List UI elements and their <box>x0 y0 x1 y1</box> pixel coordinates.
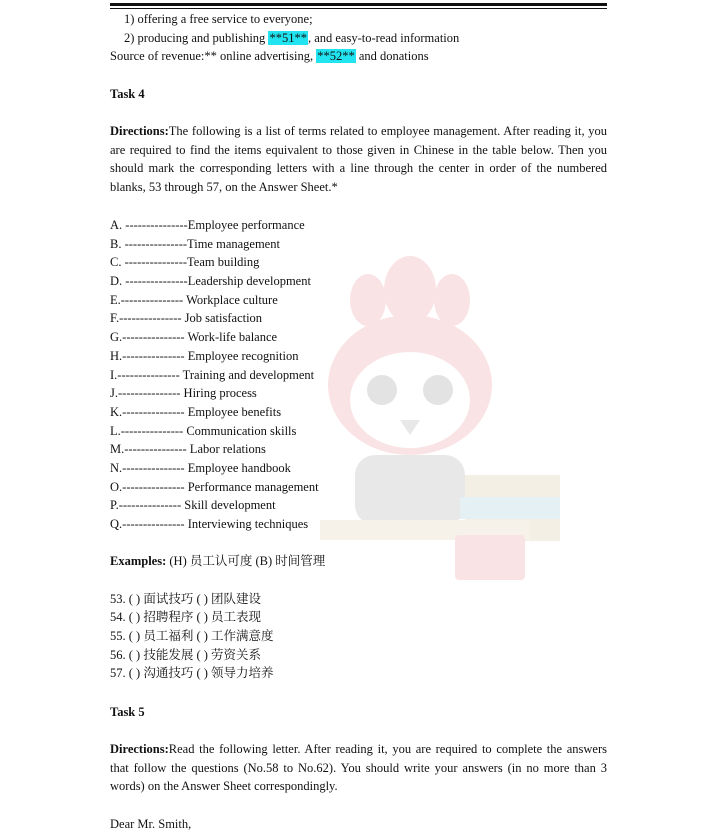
term-q: Q.--------------- Interviewing techniques <box>110 517 309 531</box>
task5-heading: Task 5 <box>110 705 145 719</box>
term-n: N.--------------- Employee handbook <box>110 461 291 475</box>
letter-salutation: Dear Mr. Smith, <box>110 817 192 831</box>
examples-label: Examples: <box>110 554 167 568</box>
question-53: 53. ( ) 面试技巧 ( ) 团队建设 <box>110 592 262 606</box>
question-55: 55. ( ) 员工福利 ( ) 工作满意度 <box>110 629 274 643</box>
task5-directions-label: Directions: <box>110 742 169 756</box>
term-e: E.--------------- Workplace culture <box>110 293 278 307</box>
term-i: I.--------------- Training and development <box>110 368 315 382</box>
question-56: 56. ( ) 技能发展 ( ) 劳资关系 <box>110 648 262 662</box>
term-h: H.--------------- Employee recognition <box>110 349 299 363</box>
blank-51: **51** <box>269 31 307 45</box>
term-o: O.--------------- Performance management <box>110 480 319 494</box>
task4-directions <box>110 122 607 197</box>
blank-52: **52** <box>317 49 355 63</box>
list-item-2-pre: 2) producing and publishing <box>124 31 269 45</box>
revenue-pre: Source of revenue:** online advertising, <box>110 49 317 63</box>
revenue-post: and donations <box>355 49 429 63</box>
task5-directions <box>110 740 607 796</box>
list-item-1: 1) offering a free service to everyone; <box>124 12 313 26</box>
top-rule-thick <box>110 3 607 6</box>
term-m: M.--------------- Labor relations <box>110 442 266 456</box>
term-p: P.--------------- Skill development <box>110 498 276 512</box>
question-57: 57. ( ) 沟通技巧 ( ) 领导力培养 <box>110 666 274 680</box>
task4-heading: Task 4 <box>110 87 145 101</box>
question-54: 54. ( ) 招聘程序 ( ) 员工表现 <box>110 610 262 624</box>
examples-line <box>110 553 325 569</box>
term-c: C. ---------------Team building <box>110 255 260 269</box>
term-g: G.--------------- Work-life balance <box>110 330 278 344</box>
term-l: L.--------------- Communication skills <box>110 424 297 438</box>
list-item-2-post: , and easy-to-read information <box>307 31 460 45</box>
list-item-2 <box>124 30 459 46</box>
top-rule-thin <box>110 8 607 9</box>
term-k: K.--------------- Employee benefits <box>110 405 282 419</box>
term-b: B. ---------------Time management <box>110 237 280 251</box>
examples-text: (H) 员工认可度 (B) 时间管理 <box>166 554 326 568</box>
term-a: A. ---------------Employee performance <box>110 218 305 232</box>
task4-directions-text: The following is a list of terms related to employee management. After reading it, you are required to find the items equivalent to those given in Chinese in the table below. Then you should mark the corresponding letters with a line through the center in order of the numbered blanks, 53 through 57, on the Answer Sheet.* <box>110 124 607 195</box>
task5-directions-text: Read the following letter. After reading it, you are required to complete the answers that follow the questions (No.58 to No.62). You should write your answers (in no more than 3 words) on the Answer Sheet correspondingly. <box>110 742 607 794</box>
revenue-line <box>110 48 429 64</box>
term-f: F.--------------- Job satisfaction <box>110 311 263 325</box>
term-j: J.--------------- Hiring process <box>110 386 257 400</box>
task4-directions-label: Directions: <box>110 124 169 138</box>
term-d: D. ---------------Leadership development <box>110 274 311 288</box>
